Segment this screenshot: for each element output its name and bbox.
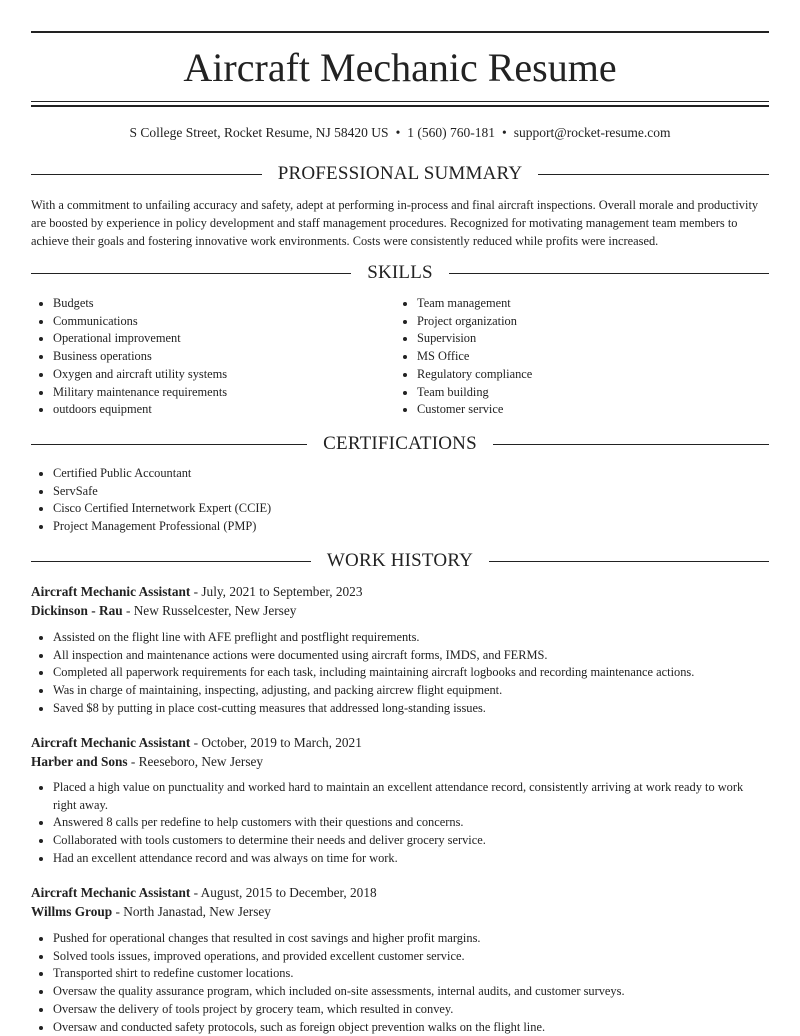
list-item: • Operational improvement: [53, 330, 393, 348]
list-item: • Customer service: [417, 401, 767, 419]
contact-email: support@rocket-resume.com: [513, 125, 671, 140]
heading-rule: [493, 444, 769, 445]
section-heading-work-history: [31, 549, 769, 573]
job-location: New Russelcester, New Jersey: [133, 603, 297, 618]
title-rule-lower: [31, 105, 769, 107]
dash: -: [112, 904, 124, 919]
job-bullets: [31, 629, 769, 718]
heading-rule: [31, 444, 307, 445]
contact-line: [31, 124, 769, 142]
list-item: • Placed a high value on punctuality and worked hard to maintain an excellent attendance record, consistently arriving at work ready to work right away.: [53, 779, 769, 814]
list-item: • Supervision: [417, 330, 767, 348]
job-company-line: [31, 602, 769, 620]
job-location: North Janastad, New Jersey: [123, 904, 271, 919]
heading-rule: [31, 561, 311, 562]
list-item: • Oxygen and aircraft utility systems: [53, 366, 393, 384]
job-location: Reeseboro, New Jersey: [138, 754, 264, 769]
list-item: • Had an excellent attendance record and was always on time for work.: [53, 850, 769, 868]
contact-address: S College Street, Rocket Resume, NJ 58420 US: [129, 125, 389, 140]
contact-separator: •: [502, 125, 507, 140]
heading-rule: [31, 273, 351, 274]
dash: -: [122, 603, 134, 618]
section-title: CERTIFICATIONS: [323, 433, 477, 454]
list-item: • Certified Public Accountant: [53, 465, 769, 483]
section-title: SKILLS: [367, 262, 433, 283]
dash: -: [190, 885, 201, 900]
page-title: Aircraft Mechanic Resume: [183, 45, 617, 90]
section-heading-summary: [31, 162, 769, 186]
list-item: • Budgets: [53, 295, 393, 313]
list-item: • Regulatory compliance: [417, 366, 767, 384]
list-item: • Completed all paperwork requirements for each task, including maintaining aircraft logbooks and recording maintenance actions.: [53, 664, 769, 682]
job-dates: August, 2015 to December, 2018: [200, 885, 377, 900]
list-item: • Oversaw the delivery of tools project by grocery team, which resulted in convey.: [53, 1001, 769, 1019]
job-title: Aircraft Mechanic Assistant: [31, 735, 191, 750]
top-rule: [31, 31, 769, 33]
list-item: • Saved $8 by putting in place cost-cutting measures that addressed long-standing issues.: [53, 700, 769, 718]
certifications-list: [31, 465, 769, 536]
list-item: • Team building: [417, 384, 767, 402]
skills-list-right: [395, 295, 767, 419]
skills-list-left: [31, 295, 393, 419]
list-item: • Transported shirt to redefine customer locations.: [53, 965, 769, 983]
job-company-line: [31, 753, 769, 771]
list-item: • Oversaw the quality assurance program, which included on-site assessments, internal audits, and customer surveys.: [53, 983, 769, 1001]
contact-phone: 1 (560) 760-181: [407, 125, 496, 140]
job-title: Aircraft Mechanic Assistant: [31, 885, 191, 900]
list-item: • Project Management Professional (PMP): [53, 518, 769, 536]
list-item: • Oversaw and conducted safety protocols, such as foreign object prevention walks on the flight line.: [53, 1019, 769, 1036]
job-title-line: [31, 583, 769, 601]
section-heading-skills: [31, 261, 769, 285]
section-heading-certifications: [31, 432, 769, 456]
section-title: PROFESSIONAL SUMMARY: [277, 163, 523, 184]
list-item: • Pushed for operational changes that resulted in cost savings and higher profit margins.: [53, 930, 769, 948]
dash: -: [127, 754, 139, 769]
summary-text: With a commitment to unfailing accuracy and safety, adept at performing in-process and final aircraft inspections. Overall morale and productivity are boosted by experience in policy development and staff management procedures. Recognized for motivating management team members to achieve their goals and fostering innovative work environments. Costs were consistently reduced while profits were increased.: [31, 198, 759, 248]
job-title-line: [31, 884, 769, 902]
heading-rule: [449, 273, 769, 274]
contact-separator: •: [395, 125, 401, 140]
list-item: • Answered 8 calls per redefine to help customers with their questions and concerns.: [53, 814, 769, 832]
list-item: • All inspection and maintenance actions were documented using aircraft forms, IMDS, and FERMS.: [53, 647, 769, 665]
list-item: • Team management: [417, 295, 767, 313]
section-title: WORK HISTORY: [326, 550, 474, 571]
job-company-line: [31, 903, 769, 921]
job-company: Harber and Sons: [31, 754, 128, 769]
job-company: Dickinson - Rau: [31, 603, 123, 618]
dash: -: [190, 584, 202, 599]
list-item: • outdoors equipment: [53, 401, 393, 419]
job-company: Willms Group: [31, 904, 113, 919]
list-item: • Cisco Certified Internetwork Expert (CCIE): [53, 500, 769, 518]
list-item: • Business operations: [53, 348, 393, 366]
job-title: Aircraft Mechanic Assistant: [31, 584, 191, 599]
heading-rule: [489, 561, 769, 562]
list-item: • Solved tools issues, improved operations, and provided excellent customer service.: [53, 948, 769, 966]
job-bullets: [31, 779, 769, 868]
job-dates: October, 2019 to March, 2021: [201, 735, 362, 750]
list-item: • Communications: [53, 313, 393, 331]
heading-rule: [538, 174, 769, 175]
job-dates: July, 2021 to September, 2023: [201, 584, 363, 599]
job-title-line: [31, 734, 769, 752]
list-item: • Collaborated with tools customers to determine their needs and deliver grocery service.: [53, 832, 769, 850]
list-item: • Military maintenance requirements: [53, 384, 393, 402]
list-item: • MS Office: [417, 348, 767, 366]
job-bullets: [31, 930, 769, 1036]
heading-rule: [31, 174, 262, 175]
list-item: • Was in charge of maintaining, inspecting, adjusting, and packing aircrew flight equipment.: [53, 682, 769, 700]
title-rule-upper: [31, 101, 769, 102]
list-item: • Project organization: [417, 313, 767, 331]
list-item: • Assisted on the flight line with AFE preflight and postflight requirements.: [53, 629, 769, 647]
dash: -: [190, 735, 202, 750]
list-item: • ServSafe: [53, 483, 769, 501]
